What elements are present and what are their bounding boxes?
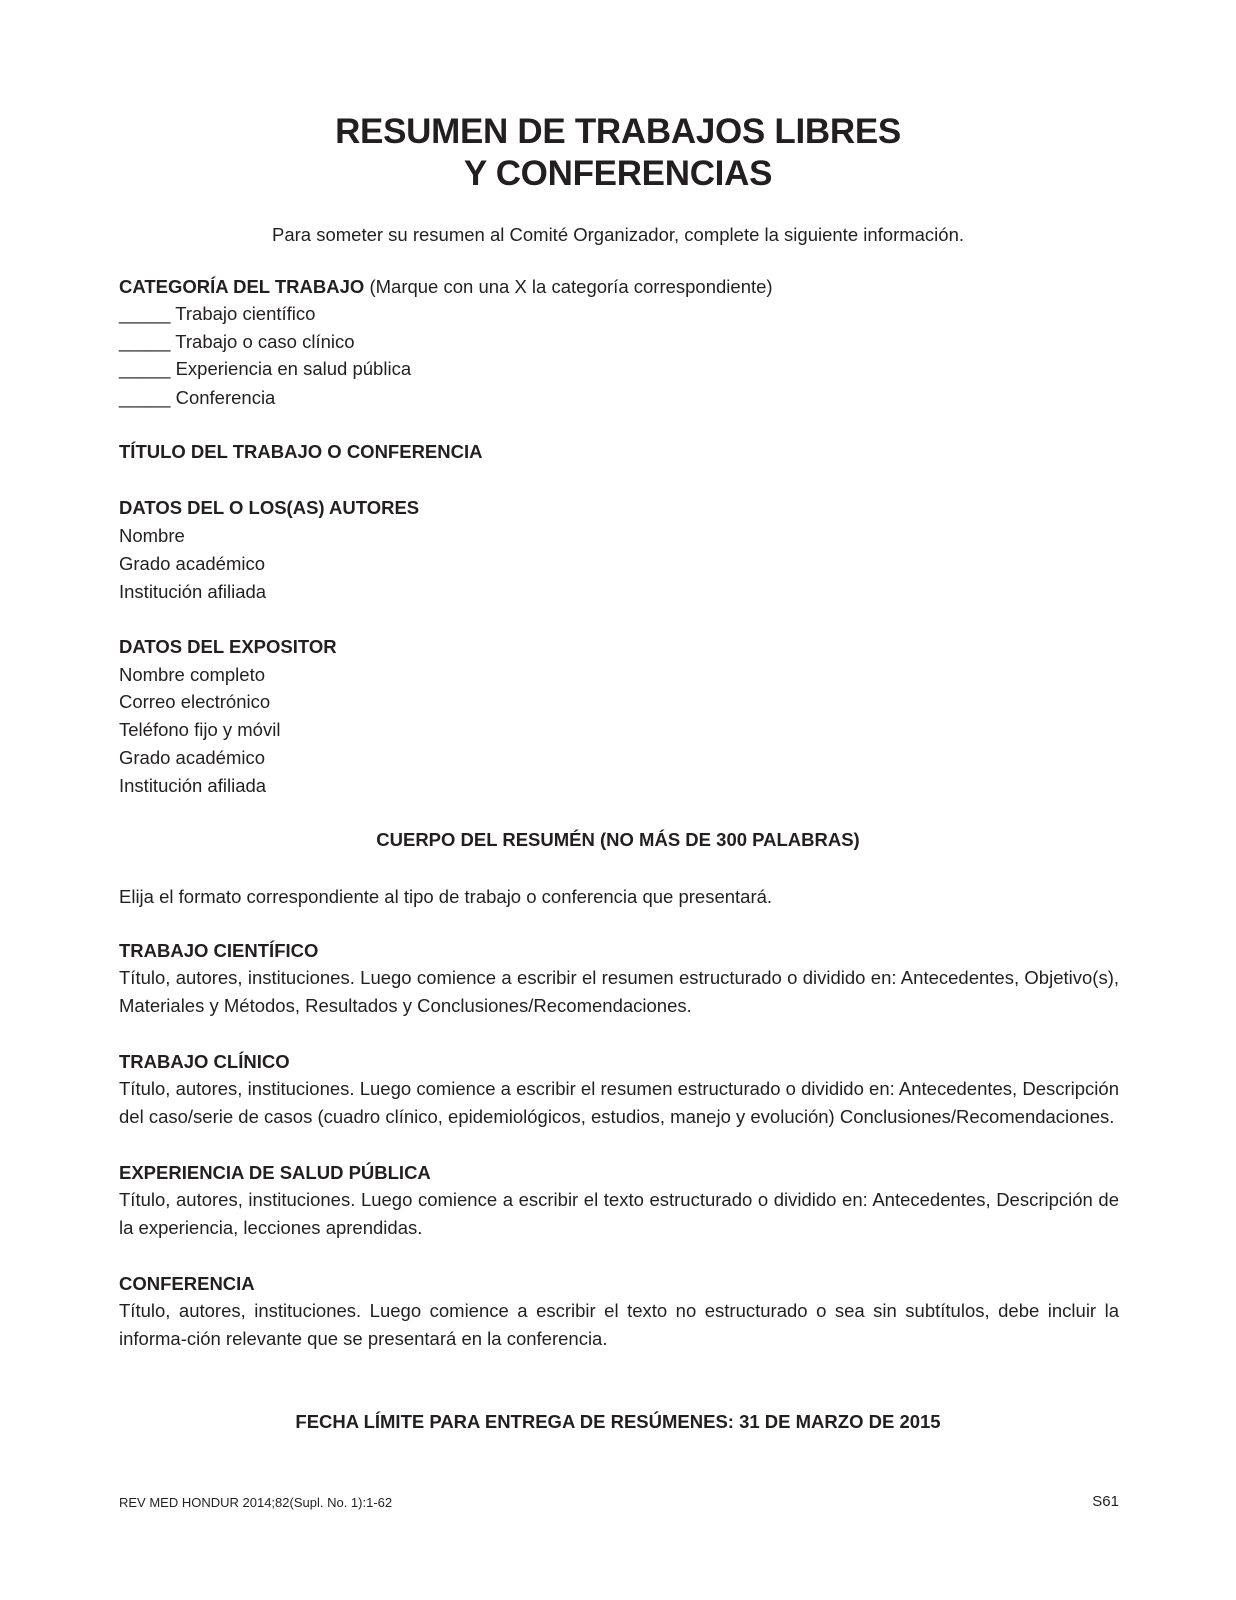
- page-title-line-1: RESUMEN DE TRABAJOS LIBRES: [335, 112, 901, 151]
- expositor-field: Grado académico: [119, 747, 266, 768]
- cuerpo-heading: CUERPO DEL RESUMÉN (NO MÁS DE 300 PALABRAS): [376, 829, 860, 850]
- section-text: Título, autores, instituciones. Luego comience a escribir el resumen estructurado o dividido en: Antecedentes, Descripción del caso/serie de casos (cuadro clínico, epidemiológicos, estudios, manejo y evolución) Conclusiones/Recomendaciones.: [119, 1078, 1119, 1127]
- page-title-line-2: Y CONFERENCIAS: [463, 154, 773, 193]
- categoria-option: [119, 303, 315, 325]
- footer-citation: REV MED HONDUR 2014;82(Supl. No. 1):1-62: [119, 1495, 393, 1510]
- autores-heading: DATOS DEL O LOS(AS) AUTORES: [119, 497, 420, 518]
- autores-field: Institución afiliada: [119, 581, 267, 602]
- option-blank: _____: [119, 331, 171, 352]
- option-label: Experiencia en salud pública: [175, 358, 412, 379]
- intro-text: Para someter su resumen al Comité Organizador, complete la siguiente información.: [271, 224, 965, 245]
- section-heading: TRABAJO CIENTÍFICO: [119, 940, 319, 961]
- categoria-heading: CATEGORÍA DEL TRABAJO: [119, 276, 365, 297]
- option-label: Trabajo científico: [175, 303, 316, 324]
- expositor-heading: DATOS DEL EXPOSITOR: [119, 636, 337, 657]
- section-heading: TRABAJO CLÍNICO: [119, 1051, 290, 1072]
- categoria-option: [119, 387, 275, 409]
- option-label: Conferencia: [175, 387, 276, 408]
- section-text: Título, autores, instituciones. Luego comience a escribir el texto estructurado o dividido en: Antecedentes, Descripción de la experiencia, lecciones aprendidas.: [119, 1189, 1119, 1238]
- categoria-line: [119, 276, 773, 298]
- categoria-option: [119, 331, 355, 353]
- page-number: S61: [1092, 1493, 1119, 1510]
- categoria-option: [119, 358, 411, 380]
- option-blank: _____: [119, 303, 171, 324]
- categoria-note: (Marque con una X la categoría correspondiente): [364, 276, 773, 297]
- elija-text: Elija el formato correspondiente al tipo de trabajo o conferencia que presentará.: [119, 886, 773, 907]
- autores-field: Nombre: [119, 525, 185, 546]
- expositor-field: Correo electrónico: [119, 691, 271, 712]
- expositor-field: Teléfono fijo y móvil: [119, 719, 281, 740]
- autores-field: Grado académico: [119, 553, 266, 574]
- option-blank: _____: [119, 358, 171, 379]
- section-heading: EXPERIENCIA DE SALUD PÚBLICA: [119, 1162, 431, 1183]
- expositor-field: Nombre completo: [119, 664, 266, 685]
- section-text: Título, autores, instituciones. Luego comience a escribir el resumen estructurado o dividido en: Antecedentes, Objetivo(s), Materiales y Métodos, Resultados y Conclusiones/Recomendaciones.: [119, 967, 1119, 1016]
- section-heading: CONFERENCIA: [119, 1273, 255, 1294]
- deadline-text: FECHA LÍMITE PARA ENTREGA DE RESÚMENES: 31 DE MARZO DE 2015: [295, 1411, 941, 1432]
- section-text: Título, autores, instituciones. Luego comience a escribir el texto no estructurado o sea sin subtítulos, debe incluir la informa-ción relevante que se presentará en la conferencia.: [119, 1300, 1119, 1349]
- expositor-field: Institución afiliada: [119, 775, 267, 796]
- option-blank: _____: [119, 387, 171, 408]
- option-label: Trabajo o caso clínico: [175, 331, 355, 352]
- titulo-heading: TÍTULO DEL TRABAJO O CONFERENCIA: [119, 441, 483, 462]
